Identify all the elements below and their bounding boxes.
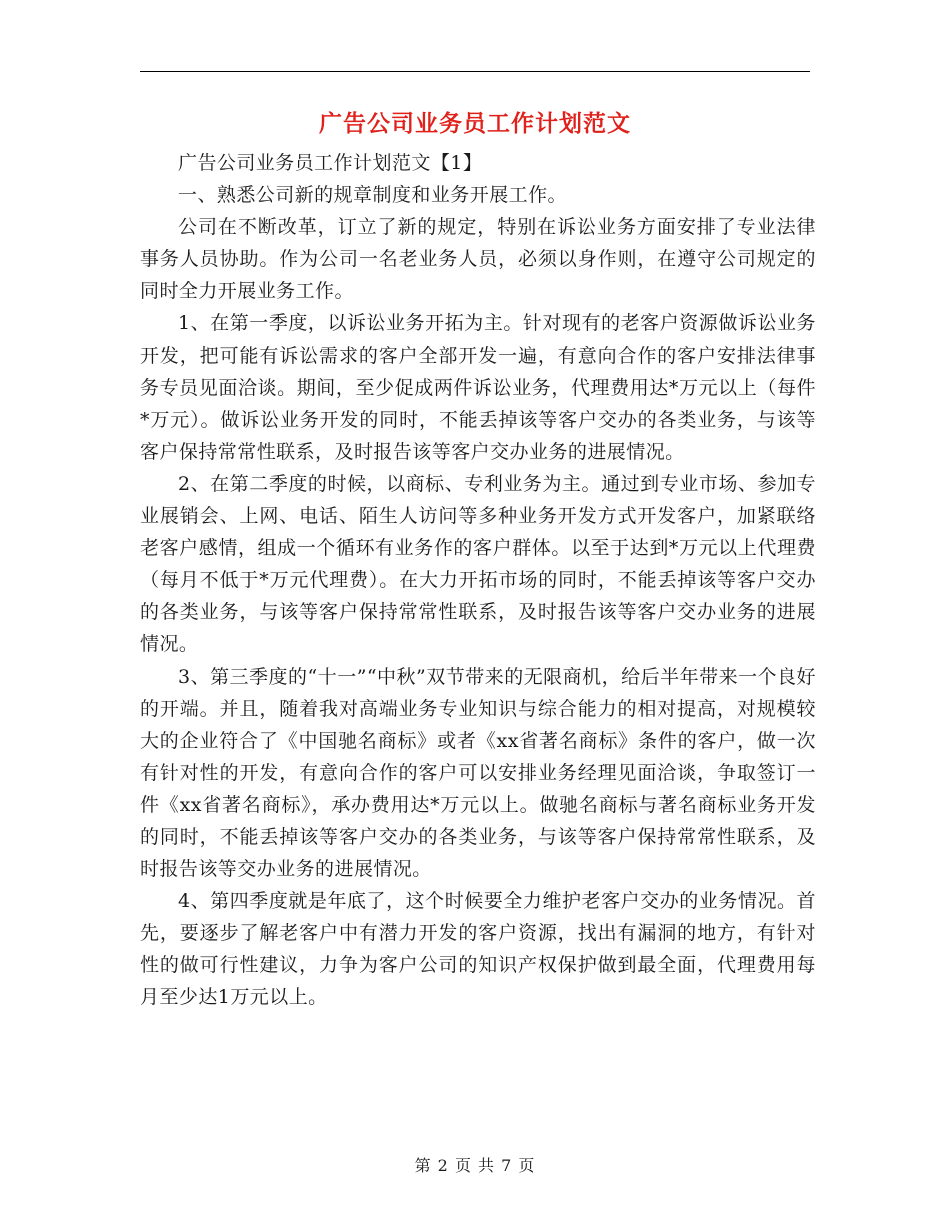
paragraph-q2: 2、在第二季度的时候，以商标、专利业务为主。通过到专业市场、参加专业展销会、上网、电话、陌生人访问等多种业务开发方式开发客户，加紧联络老客户感情，组成一个循环有业务作的客户群体。以至于达到*万元以上代理费（每月不低于*万元代理费）。在大力开拓市场的同时，不能丢掉该等客户交办的各类业务，与该等客户保持常常性联系，及时报告该等客户交办业务的进展情况。 [140,472,816,656]
paragraph-section-heading: 广告公司业务员工作计划范文【1】 [178,152,483,174]
paragraph-q4: 4、第四季度就是年底了，这个时候要全力维护老客户交办的业务情况。首先，要逐步了解老客户中有潜力开发的客户资源，找出有漏洞的地方，有针对性的做可行性建议，力争为客户公司的知识产权保护做到最全面，代理费用每月至少达1万元以上。 [140,890,816,1009]
header-rule [140,71,810,72]
document-title: 广告公司业务员工作计划范文 [319,110,631,137]
paragraph-q1: 1、在第一季度，以诉讼业务开拓为主。针对现有的老客户资源做诉讼业务开发，把可能有诉讼需求的客户全部开发一遍，有意向合作的客户安排法律事务专员见面洽谈。期间，至少促成两件诉讼业务，代理费用达*万元以上（每件*万元）。做诉讼业务开发的同时，不能丢掉该等客户交办的各类业务，与该等客户保持常常性联系，及时报告该等客户交办业务的进展情况。 [140,312,816,463]
page-number: 第 2 页 共 7 页 [414,1156,536,1175]
document-body [140,147,816,1014]
paragraph-intro: 公司在不断改革，订立了新的规定，特别在诉讼业务方面安排了专业法律事务人员协助。作为公司一名老业务人员，必须以身作则，在遵守公司规定的同时全力开展业务工作。 [140,216,816,303]
paragraph-q3: 3、第三季度的“十一”“中秋”双节带来的无限商机，给后半年带来一个良好的开端。并且，随着我对高端业务专业知识与综合能力的相对提高，对规模较大的企业符合了《中国驰名商标》或者《xx省著名商标》条件的客户，做一次有针对性的开发，有意向合作的客户可以安排业务经理见面洽谈，争取签订一件《xx省著名商标》，承办费用达*万元以上。做驰名商标与著名商标业务开发的同时，不能丢掉该等客户交办的各类业务，与该等客户保持常常性联系，及时报告该等交办业务的进展情况。 [140,665,816,881]
paragraph-point-one: 一、熟悉公司新的规章制度和业务开展工作。 [178,184,568,207]
